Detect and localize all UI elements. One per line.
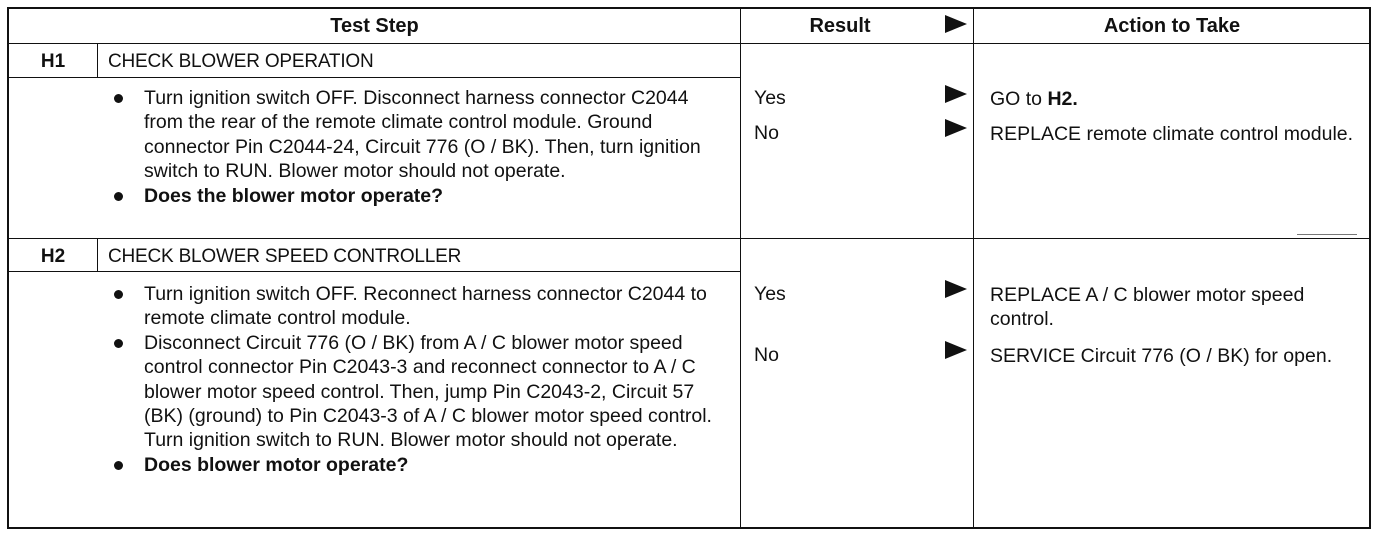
bullet-icon [114, 192, 123, 201]
h2-title-divider [9, 271, 740, 272]
action-yes-h2: REPLACE A / C blower motor speed control. [990, 284, 1305, 330]
list-item: Does blower motor operate? [144, 453, 714, 477]
arrow-icon [945, 280, 967, 298]
step-list-h2 [144, 282, 714, 477]
header-arrow-icon [945, 15, 967, 33]
bullet-icon [114, 94, 123, 103]
diagnostic-table [7, 7, 1371, 529]
result-yes-h2: Yes [754, 283, 786, 305]
action-yes-h1: GO to H2. [990, 88, 1078, 110]
list-item: Disconnect Circuit 776 (O / BK) from A / C blower motor speed control connector Pin C2043-3 and reconnect connector to A / C blower motor speed control. Then, jump Pin C2043-2, Circuit 57 (BK) (ground) to Pin C2043-3 of A / C blower motor speed control. Turn ignition switch to RUN. Blower motor should not operate. [144, 331, 714, 453]
step-title-h1: CHECK BLOWER OPERATION [108, 51, 374, 72]
header-action: Action to Take [1103, 15, 1241, 37]
list-item: Does the blower motor operate? [144, 184, 704, 208]
step-id-h1: H1 [40, 51, 66, 72]
step-id-h2: H2 [40, 246, 66, 267]
h1-id-divider [97, 43, 98, 77]
arrow-icon [945, 85, 967, 103]
row-divider [9, 238, 1369, 239]
step-title-h2: CHECK BLOWER SPEED CONTROLLER [108, 246, 462, 267]
list-item: Turn ignition switch OFF. Reconnect harness connector C2044 to remote climate control module. [144, 282, 714, 331]
action-no-h1: REPLACE remote climate control module. [990, 123, 1354, 145]
header-test-step: Test Step [330, 15, 419, 37]
h1-title-divider [9, 77, 740, 78]
column-divider-action [973, 9, 974, 527]
arrow-icon [945, 341, 967, 359]
arrow-icon [945, 119, 967, 137]
header-divider [9, 43, 1369, 44]
bullet-icon [114, 461, 123, 470]
action-no-h2: SERVICE Circuit 776 (O / BK) for open. [990, 345, 1333, 367]
step-list-h1 [144, 86, 704, 208]
result-no-h1: No [754, 122, 779, 144]
h2-id-divider [97, 238, 98, 271]
divider-line [1297, 234, 1357, 235]
result-yes-h1: Yes [754, 87, 786, 109]
header-result: Result [809, 15, 871, 37]
bullet-icon [114, 339, 123, 348]
result-no-h2: No [754, 344, 779, 366]
list-item: Turn ignition switch OFF. Disconnect harness connector C2044 from the rear of the remote climate control module. Ground connector Pin C2044-24, Circuit 776 (O / BK). Then, turn ignition switch to RUN. Blower motor should not operate. [144, 86, 704, 184]
column-divider-result [740, 9, 741, 527]
bullet-icon [114, 290, 123, 299]
